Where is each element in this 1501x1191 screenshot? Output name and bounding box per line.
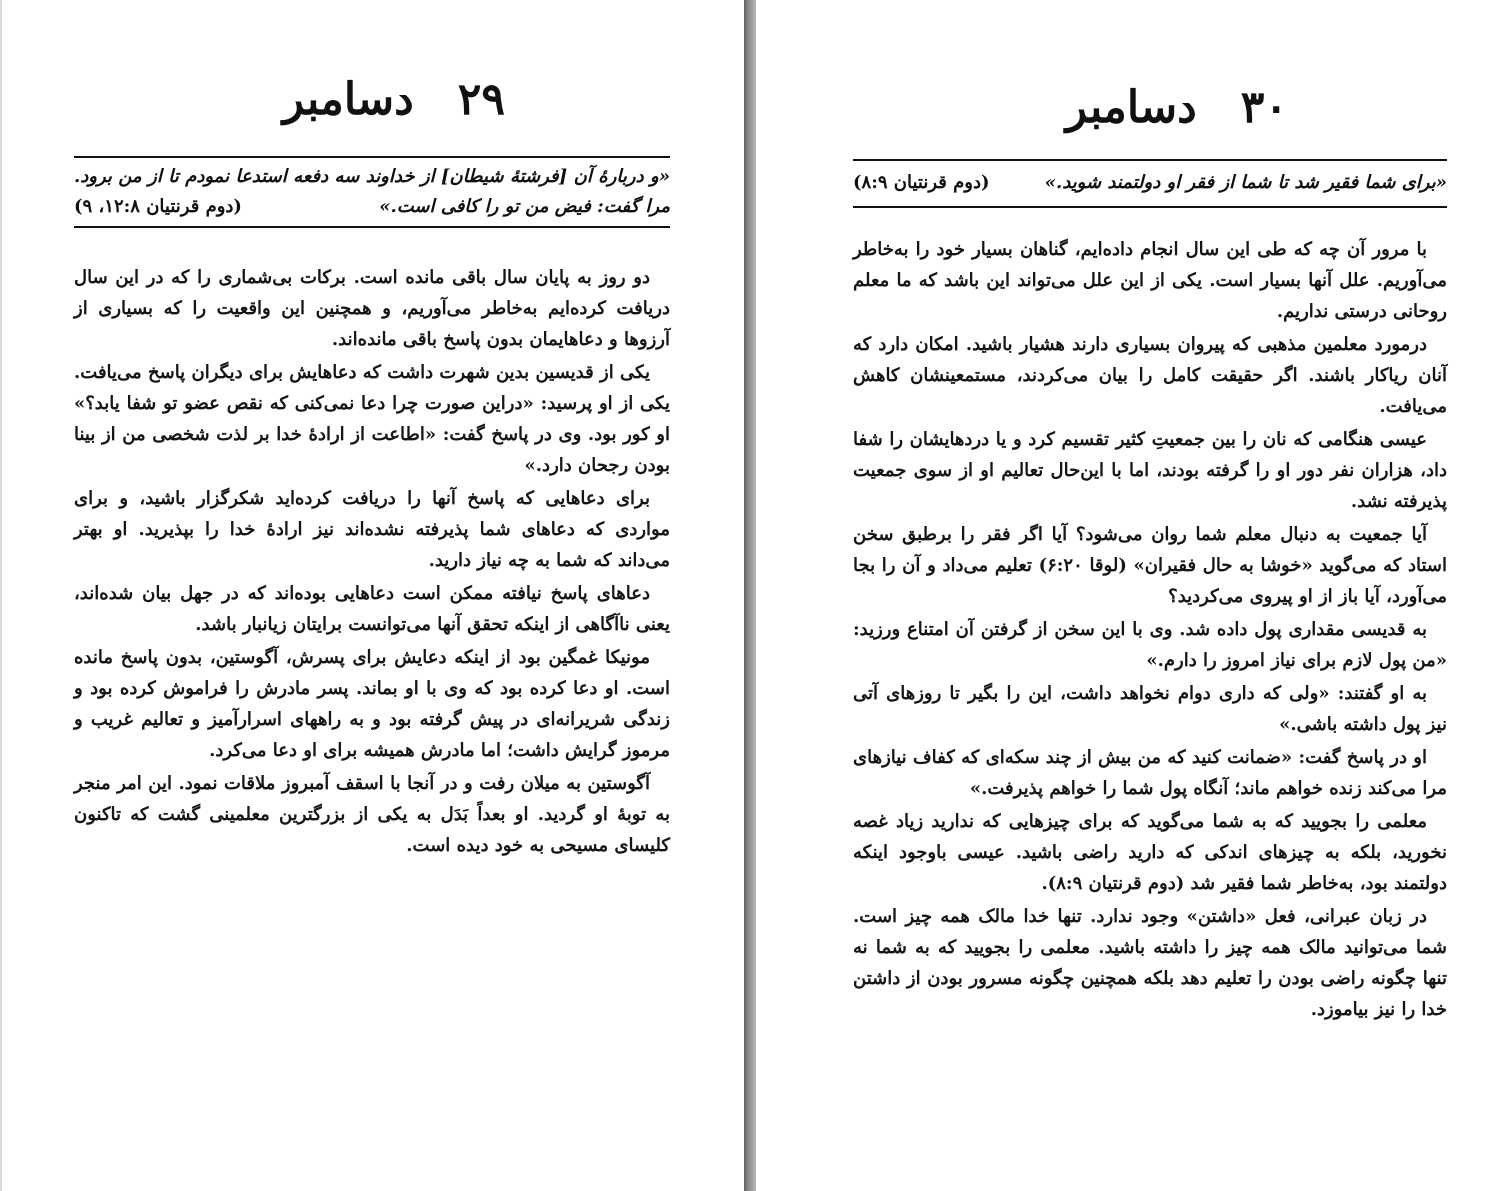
paragraph: درمورد معلمین مذهبی که پیروان بسیاری دارند هشیار باشید. امکان دارد که آنان ریاکار باشند. اگر حقیقت کامل را بیان می‌کردند، مستمعینشان کاهش می‌یافت. <box>853 334 1447 417</box>
left-page <box>0 0 744 1191</box>
paragraph: معلمی را بجویید که به شما می‌گوید که برای چیزهایی که ندارید زیاد غصه نخورید، بلکه به چیزهای اندکی که دارید راضی باشید. عیسی باوجود اینکه دولتمند بود، به‌خاطر شما فقیر شد (دوم قرنتیان ۸:۹). <box>853 811 1447 894</box>
paragraph: یکی از قدیسین بدین شهرت داشت که دعاهایش برای دیگران پاسخ می‌یافت. یکی از او پرسید: «دراین صورت چرا دعا نمی‌کنی که نقص عضو تو شفا یابد؟» او کور بود. وی در پاسخ گفت: «اطاعت از ارادهٔ خدا بر لذت شخصی من از بینا بودن رجحان دارد.» <box>74 362 670 476</box>
verse-rule-top <box>74 156 670 158</box>
verse-reference: (دوم قرنتیان ۱۲:۸، ۹) <box>74 196 242 217</box>
paragraph: دو روز به پایان سال باقی مانده است. برکات بی‌شماری را که در این سال دریافت کرده‌ایم به‌خاطر می‌آوریم، و همچنین این واقعیت را که بسیاری از آرزوها و دعاهایمان بدون پاسخ باقی مانده‌اند. <box>74 267 670 350</box>
month-name: دسامبر <box>282 74 414 125</box>
verse-text: «و دربارهٔ آن [فرشتهٔ شیطان] از خداوند سه دفعه استدعا نمودم تا از من برود. مرا گفت: فیض من تو را کافی است.» <box>74 166 670 217</box>
paragraph: برای دعاهایی که پاسخ آنها را دریافت کرده‌اید شکرگزار باشید، و برای مواردی که دعاهای شما پذیرفته نشده‌اند نیز ارادهٔ خدا را بپذیرید. او بهتر می‌داند که شما به چه نیاز دارید. <box>74 488 670 571</box>
paragraph: او در پاسخ گفت: «ضمانت کنید که من بیش از چند سکه‌ای که کفاف نیازهای مرا می‌کند زنده خواهم ماند؛ آنگاه پول شما را خواهم پذیرفت.» <box>853 747 1447 799</box>
verse-quote <box>74 162 670 222</box>
page-heading <box>1018 82 1288 134</box>
paragraph: آگوستین به میلان رفت و در آنجا با اسقف آمبروز ملاقات نمود. این امر منجر به توبهٔ او گردید. او بعداً بَدَل به یکی از بزرگترین معلمینی گشت که تاکنون کلیسای مسیحی به خود دیده است. <box>74 773 670 856</box>
page-heading <box>245 74 505 126</box>
day-number: ۲۹ <box>457 74 505 125</box>
paragraph: دعاهای پاسخ نیافته ممکن است دعاهایی بوده‌اند که در جهل بیان شده‌اند، یعنی ناآگاهی از اینکه تحقق آنها می‌توانست برایتان زیانبار باشد. <box>74 583 670 635</box>
verse-rule-top <box>853 159 1447 161</box>
page-edge <box>0 0 2 1191</box>
paragraph: به قدیسی مقداری پول داده شد. وی با این سخن از گرفتن آن امتناع ورزید: «من پول لازم برای نیاز امروز را دارم.» <box>853 619 1447 671</box>
verse-text: «برای شما فقیر شد تا شما از فقر او دولتمند شوید.» <box>1044 172 1447 193</box>
paragraph: عیسی هنگامی که نان را بین جمعیتِ کثیر تقسیم کرد و یا دردهایشان را شفا داد، هزاران نفر دور او را گرفته بودند، اما با این‌حال تعالیم او از سوی جمعیت پذیرفته نشد. <box>853 429 1447 512</box>
devotional-body <box>74 262 670 863</box>
verse-quote <box>853 168 1447 198</box>
verse-reference: (دوم قرنتیان ۸:۹) <box>853 172 990 193</box>
paragraph: با مرور آن چه که طی این سال انجام داده‌ایم، گناهان بسیار خود را به‌خاطر می‌آوریم. علل آنها بسیار است. یکی از این علل می‌تواند این باشد که ما معلم روحانی درستی نداریم. <box>853 239 1447 322</box>
paragraph: آیا جمعیت به دنبال معلم شما روان می‌شود؟ آیا اگر فقر را برطبق سخن استاد که می‌گوید «خوشا به حال فقیران» (لوقا ۶:۲۰) تعلیم می‌داد و آن را بجا می‌آورد، آیا باز از او پیروی می‌کردید؟ <box>853 524 1447 607</box>
paragraph: به او گفتند: «ولی که داری دوام نخواهد داشت، این را بگیر تا روزهای آتی نیز پول داشته باشی.» <box>853 683 1447 735</box>
book-gutter <box>744 0 756 1191</box>
paragraph: در زبان عبرانی، فعل «داشتن» وجود ندارد. تنها خدا مالک همه چیز است. شما می‌توانید مالک همه چیز را داشته باشید. معلمی را بجویید که به شما نه تنها چگونه راضی بودن را تعلیم دهد بلکه همچنین چگونه مسرور بودن از داشتن خدا را نیز بیاموزد. <box>853 906 1447 1020</box>
right-page <box>756 0 1501 1191</box>
verse-rule-bottom <box>74 226 670 228</box>
paragraph: مونیکا غمگین بود از اینکه دعایش برای پسرش، آگوستین، بدون پاسخ مانده است. او دعا کرده بود که وی با او بماند. پسر مادرش را فراموش کرده بود و زندگی شریرانه‌ای در پیش گرفته بود و به راههای اسرارآمیز و تعالیم غریب و مرموز گرایش داشت؛ اما مادرش همیشه برای او دعا می‌کرد. <box>74 647 670 761</box>
month-name: دسامبر <box>1065 82 1197 133</box>
day-number: ۳۰ <box>1240 82 1288 133</box>
devotional-body <box>853 234 1447 1027</box>
verse-rule-bottom <box>853 206 1447 208</box>
